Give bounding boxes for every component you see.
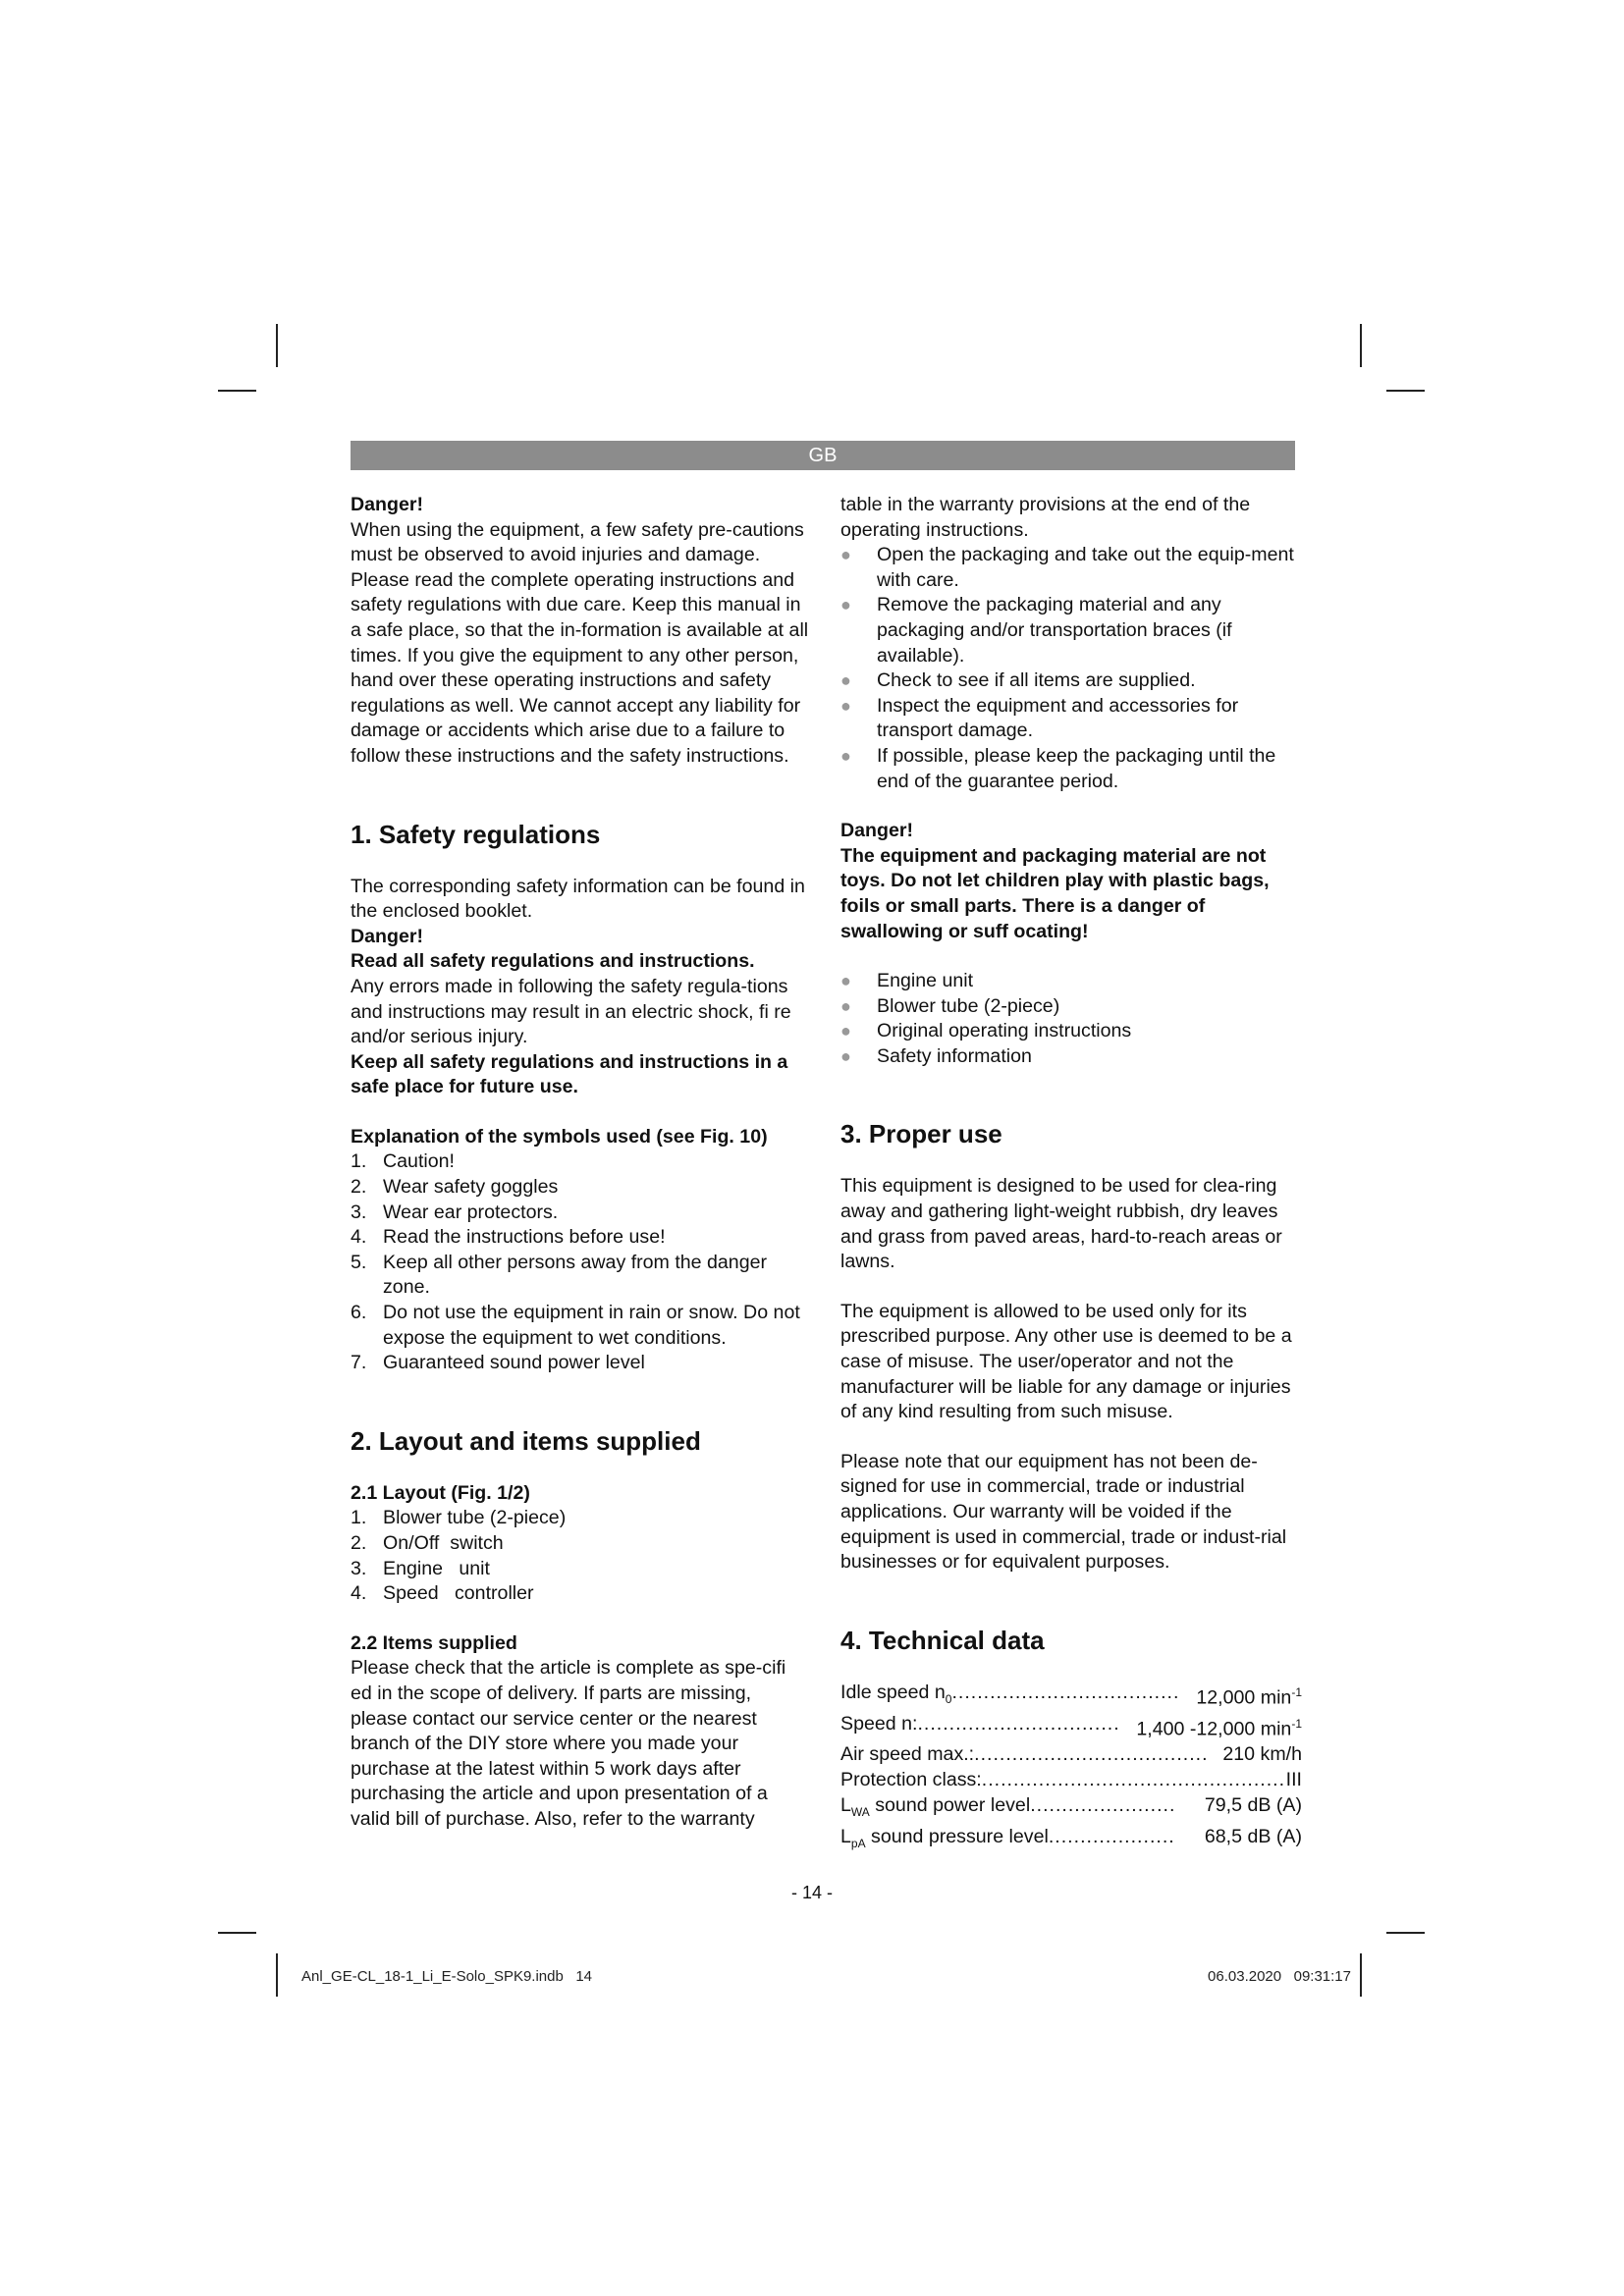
section-title-proper-use: 3. Proper use <box>840 1119 1002 1149</box>
spec-table <box>840 1681 1302 1857</box>
crop-mark <box>276 1953 278 1997</box>
section-title-layout: 2. Layout and items supplied <box>351 1425 701 1456</box>
safety-errors-text: Any errors made in following the safety regula-tions and instructions may result in an electric shock, fi re and/or serious injury. <box>351 975 791 1048</box>
bullet-icon: ● <box>840 1045 851 1066</box>
list-item: 6. Do not use the equipment in rain or snow. Do not expose the equipment to wet conditions. <box>351 1302 800 1349</box>
list-item: ● Check to see if all items are supplied. <box>840 668 1302 694</box>
list-item: ● Original operating instructions <box>840 1019 1302 1044</box>
spec-row: $L_{pA}$ sound pressure level .................... 68,5 dB (A) <box>840 1826 1302 1850</box>
section-title-safety: 1. Safety regulations <box>351 819 601 849</box>
danger-heading: Danger! <box>351 494 424 515</box>
list-item: ● Inspect the equipment and accessories for transport damage. <box>840 694 1239 742</box>
list-item: 3. Engine unit <box>351 1557 490 1579</box>
left-column <box>351 493 812 1833</box>
list-item: ● If possible, please keep the packaging until the end of the guarantee period. <box>840 744 1276 792</box>
list-item: 2. Wear safety goggles <box>351 1176 559 1199</box>
layout-list <box>351 1506 812 1606</box>
crop-mark <box>276 324 278 367</box>
safety-keep-text: Keep all safety regulations and instructions in a safe place for future use. <box>351 1050 788 1098</box>
bullet-icon: ● <box>840 1021 851 1041</box>
spec-row: Protection class: ................................................ III <box>840 1769 1302 1790</box>
bullet-icon: ● <box>840 595 851 615</box>
symbols-list <box>351 1149 812 1375</box>
list-item: 4. Speed controller <box>351 1582 534 1605</box>
proper-use-text-1: This equipment is designed to be used for clea-ring away and gathering light-weight rubbish, dry leaves and grass from paved areas, hard-to-reach areas or lawns. <box>840 1175 1282 1273</box>
spec-row: Idle speed $n_0$ .................................... 12,000 $\min^{-1}$ <box>840 1681 1302 1709</box>
list-item: 3. Wear ear protectors. <box>351 1201 559 1223</box>
continued-text: table in the warranty provisions at the end of the operating instructions. <box>840 494 1251 541</box>
bullet-icon: ● <box>840 745 851 766</box>
crop-mark <box>1386 1932 1425 1934</box>
section-title-technical: 4. Technical data <box>840 1625 1045 1655</box>
list-item: 5. Keep all other persons away from the danger zone. <box>351 1251 768 1299</box>
proper-use-text-3: Please note that our equipment has not been de-signed for use in commercial, trade or industrial applications. Our warranty will be voided if the equipment is used in commercial, trade or indust-rial businesses or for equivalent purposes. <box>840 1450 1287 1574</box>
items-text: Please check that the article is complete as spe-cifi ed in the scope of delivery. If parts are missing, please contact our service center or the nearest branch of the DIY store where you made your purchase at the latest within 5 work days after purchasing the article and upon presentation of a valid bill of purchase. Also, refer to the warranty <box>351 1657 786 1830</box>
crop-mark <box>1360 1953 1362 1997</box>
crop-mark <box>218 390 256 392</box>
list-item: 1. Blower tube (2-piece) <box>351 1507 567 1529</box>
danger-text-2: The equipment and packaging material are not toys. Do not let children play with plastic bags, foils or small parts. There is a danger of swallowing or suff ocating! <box>840 844 1270 942</box>
crop-mark <box>1386 390 1425 392</box>
items-heading: 2.2 Items supplied <box>351 1631 517 1654</box>
danger-text: When using the equipment, a few safety pre-cautions must be observed to avoid injuries and damage. Please read the complete operating instructions and safety regulations with due care. Keep this manual in a safe place, so that the in-formation is available at all times. If you give the equipment to any other person, hand over these operating instructions and safety regulations as well. We cannot accept any liability for damage or accidents which arise due to a failure to follow these instructions and the safety instructions. <box>351 518 809 767</box>
spec-row: Speed n: ................................ 1,400 -12,000 $\min^{-1}$ <box>840 1713 1302 1740</box>
list-item: 2. On/Off switch <box>351 1532 504 1554</box>
footer-datetime: 06.03.2020 09:31:17 <box>1208 1968 1351 1985</box>
list-item: 1. Caution! <box>351 1150 455 1173</box>
safety-danger-heading: Danger! <box>351 925 424 947</box>
spec-row: Air speed max.: ..................................... 210 km/h <box>840 1743 1302 1766</box>
bullet-icon: ● <box>840 995 851 1016</box>
right-column <box>840 493 1302 1857</box>
bullet-icon: ● <box>840 971 851 991</box>
safety-intro: The corresponding safety information can be found in the enclosed booklet. <box>351 875 805 923</box>
bullet-icon: ● <box>840 670 851 691</box>
list-item: ● Blower tube (2-piece) <box>840 994 1302 1020</box>
list-item: ● Open the packaging and take out the equip-ment with care. <box>840 544 1294 591</box>
page-number: - 14 - <box>790 1883 833 1902</box>
crop-mark <box>218 1932 256 1934</box>
supplied-list <box>840 969 1302 1069</box>
list-item: 7. Guaranteed sound power level <box>351 1352 645 1374</box>
crop-mark <box>1360 324 1362 367</box>
proper-use-text-2: The equipment is allowed to be used only for its prescribed purpose. Any other use is deemed to be a case of misuse. The user/operator and not the manufacturer will be liable for any damage or injuries of any kind resulting from such misuse. <box>840 1300 1292 1423</box>
bullet-icon: ● <box>840 545 851 565</box>
bullet-icon: ● <box>840 695 851 716</box>
layout-heading: 2.1 Layout (Fig. 1/2) <box>351 1481 530 1504</box>
danger-heading-2: Danger! <box>840 820 914 842</box>
list-item: ● Remove the packaging material and any packaging and/or transportation braces (if available). <box>840 594 1232 667</box>
spec-row: $L_{WA}$ sound power level ....................... 79,5 dB (A) <box>840 1793 1302 1819</box>
safety-read-all: Read all safety regulations and instructions. <box>351 950 755 973</box>
language-header-bar: GB <box>351 441 1295 470</box>
symbols-heading: Explanation of the symbols used (see Fig. 10) <box>351 1125 768 1148</box>
footer-filename: Anl_GE-CL_18-1_Li_E-Solo_SPK9.indb 14 <box>301 1968 593 1985</box>
unpacking-list <box>840 543 1302 794</box>
list-item: ● Safety information <box>840 1044 1302 1070</box>
list-item: 4. Read the instructions before use! <box>351 1226 666 1249</box>
list-item: ● Engine unit <box>840 969 1302 994</box>
